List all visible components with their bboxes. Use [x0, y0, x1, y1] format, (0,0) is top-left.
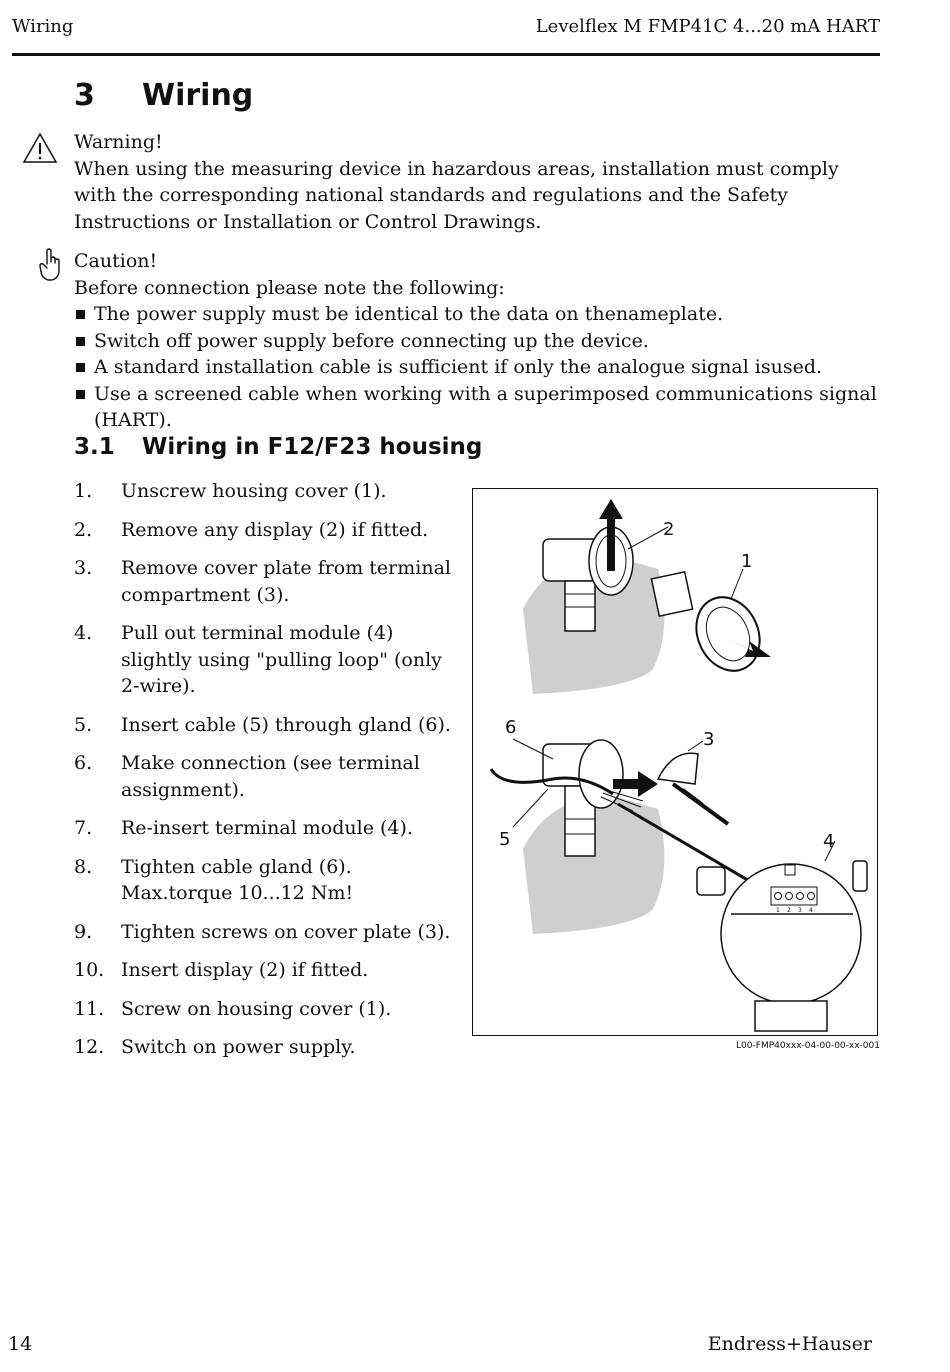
list-item: 9. Tighten screws on cover plate (3).: [74, 920, 451, 943]
terminal-label-4: 4: [809, 907, 813, 914]
list-item: 10. Insert display (2) if fitted.: [74, 959, 369, 981]
list-item: 8. Tighten cable gland (6). Max.torque 10...12 Nm!: [74, 855, 354, 904]
list-item: 7. Re-insert terminal module (4).: [74, 817, 413, 839]
housing-neck-top: [565, 581, 595, 631]
warning-text: When using the measuring device in hazardous areas, installation must comply with the corresponding national standards and regulations and the Safety Instructions or Installation or Control Drawings.: [74, 157, 839, 233]
warning-note: [74, 129, 884, 235]
list-item: 3. Remove cover plate from terminal compartment (3).: [74, 557, 451, 606]
callout-5: 5: [499, 829, 511, 850]
list-item: 6. Make connection (see terminal assignment).: [74, 752, 420, 801]
pointing-hand-icon: [38, 248, 62, 282]
chapter-number: 3: [74, 78, 95, 113]
warning-heading: Warning!: [74, 131, 163, 153]
terminal-label-3: 3: [798, 907, 802, 914]
list-item: 11. Screw on housing cover (1).: [74, 997, 392, 1020]
section-number: 3.1: [74, 434, 115, 460]
section-title: Wiring in F12/F23 housing: [142, 434, 483, 460]
terminal-compartment: [721, 864, 861, 1004]
warning-triangle-icon: [22, 132, 58, 164]
callout-2: 2: [663, 519, 675, 540]
callout-6: 6: [505, 717, 517, 738]
list-item: 1. Unscrew housing cover (1).: [74, 480, 387, 502]
list-item: Use a screened cable when working with a superimposed communications signal (HART).: [74, 381, 884, 434]
wiring-illustration: [473, 489, 876, 1034]
list-item: 12. Switch on power supply.: [74, 1036, 356, 1058]
list-item: A standard installation cable is sufficient if only the analogue signal isused.: [74, 354, 884, 381]
brand-name: Endress+Hauser: [707, 1333, 872, 1355]
header-section-name: Wiring: [12, 16, 74, 37]
list-item: Switch off power supply before connecting up the device.: [74, 328, 884, 355]
list-item: The power supply must be identical to the data on thenameplate.: [74, 301, 884, 328]
chapter-title: Wiring: [142, 78, 254, 113]
list-item: 5. Insert cable (5) through gland (6).: [74, 713, 451, 736]
gland-left: [697, 867, 725, 895]
wiring-figure: [472, 488, 878, 1036]
section-heading: [74, 434, 482, 460]
caution-note: [74, 248, 884, 434]
callout-1: 1: [741, 551, 753, 572]
caution-heading: Caution!: [74, 250, 158, 272]
chapter-heading: [74, 78, 253, 113]
callout-3: 3: [703, 729, 715, 750]
page-number: 14: [8, 1333, 33, 1355]
screwdriver: [673, 784, 728, 824]
list-item: 2. Remove any display (2) if fitted.: [74, 518, 429, 541]
terminal-label-1: 1: [776, 907, 780, 914]
figure-caption: L00-FMP40xxx-04-00-00-xx-001: [736, 1041, 880, 1051]
housing-cover: [685, 587, 771, 681]
header-rule: [12, 53, 880, 56]
list-item: 4. Pull out terminal module (4) slightly using "pulling loop" (only 2-wire).: [74, 622, 442, 697]
wiring-steps-list: [74, 478, 454, 1073]
caution-bullet-list: [74, 301, 884, 434]
header-product-name: Levelflex M FMP41C 4...20 mA HART: [535, 16, 880, 37]
cover-plate: [658, 753, 698, 784]
gland-right: [853, 861, 867, 891]
terminal-label-2: 2: [787, 907, 791, 914]
terminal-block: [771, 887, 817, 905]
callout-4: 4: [823, 831, 835, 852]
caution-intro: Before connection please note the following:: [74, 276, 505, 299]
display-module: [651, 572, 692, 616]
